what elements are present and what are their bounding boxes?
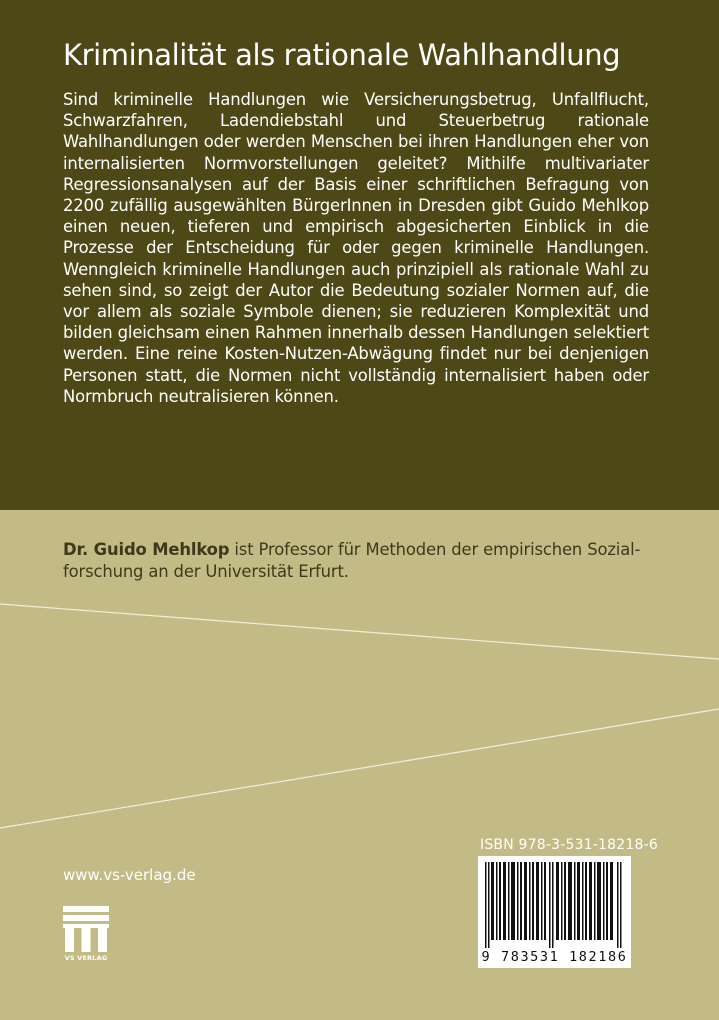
isbn-text: ISBN 978-3-531-18218-6 xyxy=(480,837,658,853)
book-title: Kriminalität als rationale Wahlhandlung xyxy=(63,38,621,72)
publisher-logo-text: VS VERLAG xyxy=(64,954,108,962)
book-blurb: Sind kriminelle Handlungen wie Versicherungsbetrug, Unfallflucht, Schwarzfahren, Ladendiebstahl und Steuerbetrug rationale Wahlhandlungen oder werden Menschen bei ihren Handlungen eher von internalisierten Normvorstellungen geleitet? Mithilfe multivariater Regressionsanalysen auf der Basis einer schriftlichen Befragung von 2200 zufällig ausgewählten BürgerInnen in Dresden gibt Guido Mehlkop einen neuen, tieferen und empirisch abgesicherten Einblick in die Prozesse der Entscheidung für oder gegen kriminelle Handlungen. Wenngleich kriminelle Handlungen auch prinzipiell als rationale Wahl zu sehen sind, so zeigt der Autor die Bedeutung sozialer Normen auf, die vor allem als soziale Symbole dienen; sie reduzieren Komplexität und bilden gleichsam einen Rahmen innerhalb dessen Handlungen selektiert werden. Eine reine Kosten-Nutzen-Abwägung findet nur bei denjenigen Personen statt, die Normen nicht vollständig internalisiert haben oder Normbruch neutralisieren können. xyxy=(63,90,649,406)
author-bio-text: ist Professor für Methoden der empirischen Sozialforschung an der Universität Erfurt. xyxy=(63,540,641,581)
publisher-website[interactable]: www.vs-verlag.de xyxy=(63,866,196,884)
decorative-line-upper xyxy=(0,604,719,659)
author-name: Dr. Guido Mehlkop xyxy=(63,540,230,559)
barcode-bars xyxy=(485,862,624,948)
barcode xyxy=(478,856,631,968)
barcode-number: 9 783531 182186 xyxy=(478,949,631,965)
decorative-line-lower xyxy=(0,709,719,828)
